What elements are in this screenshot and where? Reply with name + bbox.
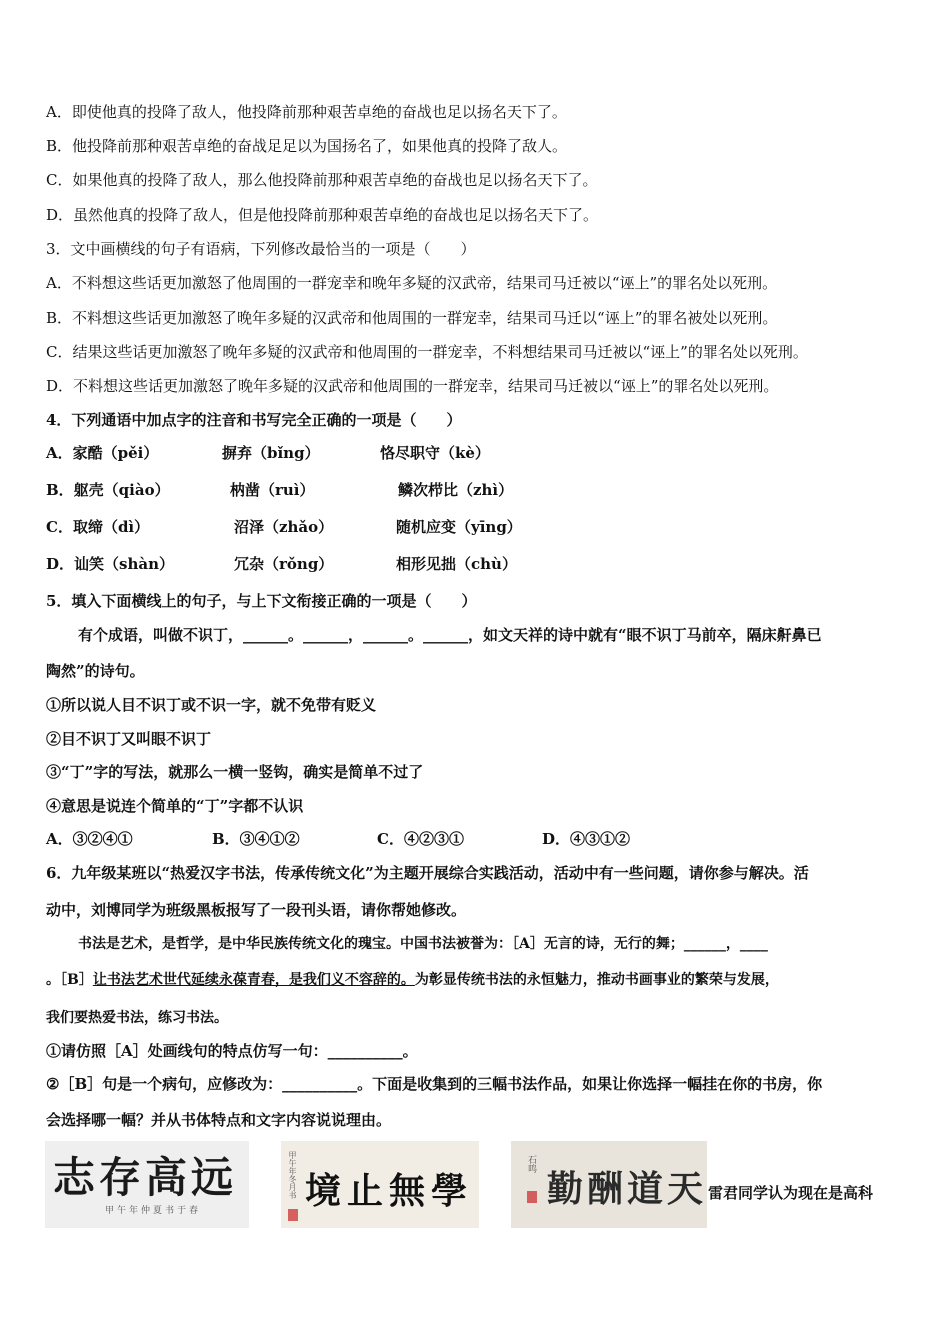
q3-option-b: B．不料想这些话更加激怒了晚年多疑的汉武帝和他周围的一群宠幸，结果司马迁以“诬上”的罪名被处以死刑。 [46, 309, 778, 327]
calligraphy-3 [511, 1141, 707, 1228]
q6-para-3: 我们要热爱书法，练习书法。 [46, 1010, 228, 1026]
q4-stem: 4．下列通语中加点字的注音和书写完全正确的一项是（ ） [46, 411, 462, 429]
q6-para-1: 书法是艺术，是哲学，是中华民族传统文化的瑰宝。中国书法被誉为：［A］无言的诗，无行的舞；______，____ [78, 936, 768, 952]
q6-stem-1: 6．九年级某班以“热爱汉字书法，传承传统文化”为主题开展综合实践活动，活动中有一些问题，请你参与解决。活 [46, 864, 809, 882]
calligraphy-3-inscription: 石鸣 [526, 1155, 536, 1173]
q5-item-2: ②目不识丁又叫眼不识丁 [46, 730, 212, 748]
q4-a-2: 摒弃（bǐng） [222, 444, 320, 462]
q5-stem: 5．填入下面横线上的句子，与上下文衔接正确的一项是（ ） [46, 592, 477, 610]
calligraphy-2 [281, 1141, 479, 1228]
q2-option-d: D．虽然他真的投降了敌人，但是他投降前那种艰苦卓绝的奋战也足以扬名天下了。 [46, 206, 599, 224]
q6-sub-1: ①请仿照［A］处画线句的特点仿写一句：__________。 [46, 1042, 418, 1060]
calligraphy-1 [45, 1141, 249, 1228]
q5-item-3: ③“丁”字的写法，就那么一横一竖钩，确实是简单不过了 [46, 763, 424, 781]
q4-a-3: 恪尽职守（kè） [380, 444, 490, 462]
q6-para-2-pre: 。［B］ [46, 972, 93, 988]
q5-passage-2: 陶然”的诗句。 [46, 662, 145, 680]
q5-item-4: ④意思是说连个简单的“丁”字都不认识 [46, 797, 304, 815]
q6-sub-2a: ②［B］句是一个病句，应修改为：__________。下面是收集到的三幅书法作品，如果让你选择一幅挂在你的书房，你 [46, 1075, 823, 1093]
q6-para-2-underlined: 让书法艺术世代延续永葆青春，是我们义不容辞的。 [92, 972, 415, 988]
calligraphy-3-seal [527, 1191, 537, 1203]
q4-c-2: 沼泽（zhǎo） [234, 518, 334, 536]
q3-option-a: A．不料想这些话更加激怒了他周围的一群宠幸和晚年多疑的汉武帝，结果司马迁被以“诬上”的罪名处以死刑。 [46, 274, 778, 292]
calligraphy-3-text: 天道酬勤 [547, 1168, 707, 1210]
q6-sub-2b: 会选择哪一幅？并从书体特点和文字内容说说理由。 [46, 1111, 392, 1129]
q5-choice-d: D．④③①② [542, 830, 631, 848]
q2-option-b: B．他投降前那种艰苦卓绝的奋战足足以为国扬名了，如果他真的投降了敌人。 [46, 137, 568, 155]
q5-item-1: ①所以说人目不识丁或不识一字，就不免带有贬义 [46, 696, 377, 714]
calligraphy-2-seal [288, 1209, 298, 1221]
q3-option-d: D．不料想这些话更加激怒了晚年多疑的汉武帝和他周围的一群宠幸，结果司马迁被以“诬上”的罪名处以死刑。 [46, 377, 779, 395]
q3-option-c: C．结果这些话更加激怒了晚年多疑的汉武帝和他周围的一群宠幸，不料想结果司马迁被以“诬上”的罪名处以死刑。 [46, 343, 808, 361]
q2-option-a: A．即使他真的投降了敌人，他投降前那种艰苦卓绝的奋战也足以扬名天下了。 [46, 103, 567, 121]
q5-choice-b: B．③④①② [212, 830, 300, 848]
q4-a-1: A．家酷（pěi） [46, 444, 159, 462]
q4-d-3: 相形见拙（chù） [396, 555, 517, 573]
q4-b-2: 枘凿（ruì） [230, 481, 315, 499]
q6-stem-2: 动中，刘博同学为班级黑板报写了一段刊头语，请你帮她修改。 [46, 901, 467, 919]
q4-d-2: 冗杂（rǒng） [234, 555, 334, 573]
q4-c-1: C．取缔（dì） [46, 518, 150, 536]
q4-c-3: 随机应变（yīng） [396, 518, 522, 536]
calligraphy-2-inscription: 甲午年冬月书 [288, 1151, 297, 1199]
q2-option-c: C．如果他真的投降了敌人，那么他投降前那种艰苦卓绝的奋战也足以扬名天下了。 [46, 171, 598, 189]
calligraphy-1-inscription: 甲午年仲夏书于春 [105, 1206, 202, 1216]
calligraphy-2-text: 學無止境 [305, 1170, 474, 1212]
q6-caption: 雷君同学认为现在是高科 [708, 1184, 874, 1202]
q3-stem: 3．文中画横线的句子有语病，下列修改最恰当的一项是（ ） [46, 240, 476, 258]
q4-b-1: B．躯壳（qiào） [46, 481, 170, 499]
q5-passage-1: 有个成语，叫做不识丁，______。______，______。______，如文天祥的诗中就有“眼不识丁马前卒，隔床鼾鼻已 [78, 626, 822, 644]
q5-choice-c: C．④②③① [377, 830, 464, 848]
q6-para-2 [46, 970, 779, 990]
q6-para-2-post: 为彰显传统书法的永恒魅力，推动书画事业的繁荣与发展， [414, 972, 779, 988]
calligraphy-1-text: 志存高远 [53, 1153, 238, 1202]
q5-choice-a: A．③②④① [46, 830, 133, 848]
q4-d-1: D．讪笑（shàn） [46, 555, 174, 573]
q4-b-3: 鳞次栉比（zhì） [398, 481, 514, 499]
